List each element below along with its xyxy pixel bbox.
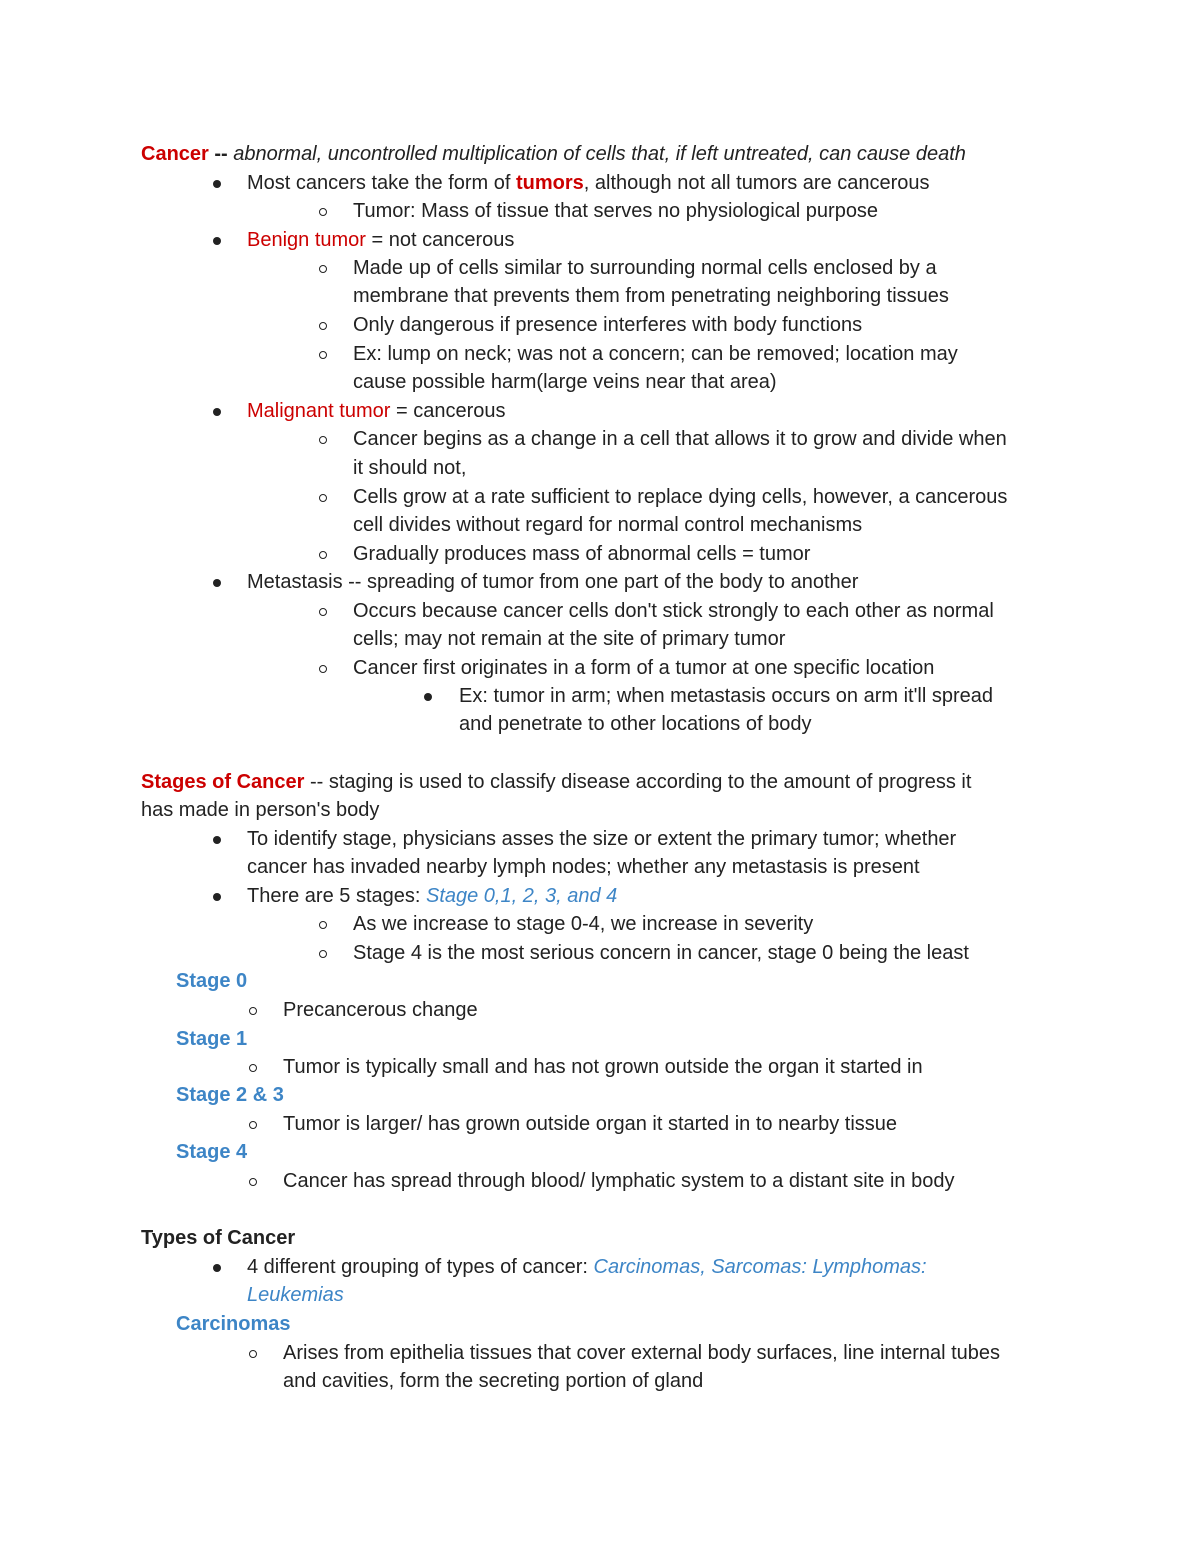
hollow-bullet-icon [319, 351, 327, 359]
hollow-bullet-icon [249, 1178, 257, 1186]
list-item: To identify stage, physicians asses the size or extent the primary tumor; whether [247, 828, 957, 850]
list-item [247, 882, 617, 910]
stage-list: Stage 0,1, 2, 3, and 4 [425, 885, 618, 907]
list-item [247, 397, 505, 425]
list-item-text: = cancerous [390, 400, 506, 422]
list-item [247, 226, 514, 254]
stages-intro: -- staging is used to classify disease according to the amount of progress it [304, 771, 972, 793]
list-item: Cells grow at a rate sufficient to replace dying cells, however, a cancerous [353, 486, 1008, 508]
list-item-continuation: it should not, [353, 457, 467, 479]
hollow-bullet-icon [249, 1121, 257, 1129]
list-item: Tumor is typically small and has not grown outside the organ it started in [283, 1056, 923, 1078]
hollow-bullet-icon [319, 608, 327, 616]
stages-heading [141, 768, 971, 796]
cancer-heading [141, 140, 966, 168]
list-item-text: There are 5 stages: [247, 885, 426, 907]
stage-4-heading: Stage 4 [176, 1141, 248, 1163]
list-item-continuation: cell divides without regard for normal control mechanisms [353, 514, 863, 536]
hollow-bullet-icon [319, 208, 327, 216]
cancer-term: Cancer [141, 143, 209, 165]
types-list-continuation: Leukemias [247, 1284, 344, 1306]
stages-term: Stages of Cancer [141, 771, 305, 793]
list-item-text: 4 different grouping of types of cancer: [247, 1256, 594, 1278]
bullet-icon [213, 836, 221, 844]
stage-1-heading: Stage 1 [176, 1028, 248, 1050]
tumors-term: tumors [516, 172, 584, 194]
list-item: Cancer has spread through blood/ lymphatic system to a distant site in body [283, 1170, 955, 1192]
list-item: Stage 4 is the most serious concern in cancer, stage 0 being the least [353, 942, 969, 964]
list-item: Only dangerous if presence interferes with body functions [353, 314, 863, 336]
types-list: Carcinomas, Sarcomas: Lymphomas: [593, 1256, 927, 1278]
hollow-bullet-icon [319, 921, 327, 929]
list-item: Ex: lump on neck; was not a concern; can be removed; location may [353, 343, 958, 365]
hollow-bullet-icon [319, 494, 327, 502]
hollow-bullet-icon [249, 1064, 257, 1072]
carcinomas-heading: Carcinomas [176, 1313, 291, 1335]
benign-tumor-term: Benign tumor [247, 229, 366, 251]
malignant-tumor-term: Malignant tumor [247, 400, 391, 422]
bullet-icon [213, 579, 221, 587]
hollow-bullet-icon [249, 1007, 257, 1015]
bullet-icon [213, 1264, 221, 1272]
list-item-continuation: cause possible harm(large veins near that area) [353, 371, 777, 393]
hollow-bullet-icon [319, 551, 327, 559]
cancer-definition: abnormal, uncontrolled multiplication of cells that, if left untreated, can cause death [233, 143, 966, 165]
bullet-icon [424, 693, 432, 701]
list-item: Metastasis -- spreading of tumor from one part of the body to another [247, 571, 859, 593]
stage-2-3-heading: Stage 2 & 3 [176, 1084, 284, 1106]
list-item: Cancer begins as a change in a cell that allows it to grow and divide when [353, 428, 1007, 450]
list-item: Made up of cells similar to surrounding normal cells enclosed by a [353, 257, 937, 279]
hollow-bullet-icon [319, 322, 327, 330]
bullet-icon [213, 237, 221, 245]
hollow-bullet-icon [319, 436, 327, 444]
list-item: Tumor is larger/ has grown outside organ it started in to nearby tissue [283, 1113, 898, 1135]
bullet-icon [213, 180, 221, 188]
list-item [247, 1253, 927, 1281]
bullet-icon [213, 408, 221, 416]
list-item-text: Most cancers take the form of [247, 172, 516, 194]
list-item-continuation: membrane that prevents them from penetrating neighboring tissues [353, 285, 949, 307]
list-item [247, 169, 930, 197]
bullet-icon [213, 893, 221, 901]
list-item-continuation: cancer has invaded nearby lymph nodes; whether any metastasis is present [247, 856, 920, 878]
list-item-continuation: and cavities, form the secreting portion of gland [283, 1370, 704, 1392]
list-item-continuation: and penetrate to other locations of body [459, 713, 812, 735]
list-item-text: , although not all tumors are cancerous [583, 172, 930, 194]
list-item: As we increase to stage 0-4, we increase in severity [353, 913, 814, 935]
cancer-sep: -- [208, 143, 234, 165]
list-item: Tumor: Mass of tissue that serves no physiological purpose [353, 200, 879, 222]
hollow-bullet-icon [249, 1350, 257, 1358]
hollow-bullet-icon [319, 950, 327, 958]
list-item: Cancer first originates in a form of a tumor at one specific location [353, 657, 935, 679]
list-item: Gradually produces mass of abnormal cells = tumor [353, 543, 811, 565]
list-item: Precancerous change [283, 999, 478, 1021]
stage-0-heading: Stage 0 [176, 970, 248, 992]
list-item: Ex: tumor in arm; when metastasis occurs on arm it'll spread [459, 685, 994, 707]
hollow-bullet-icon [319, 265, 327, 273]
list-item-continuation: cells; may not remain at the site of primary tumor [353, 628, 786, 650]
stages-intro-continuation: has made in person's body [141, 799, 380, 821]
list-item-text: = not cancerous [365, 229, 515, 251]
list-item: Occurs because cancer cells don't stick strongly to each other as normal [353, 600, 994, 622]
hollow-bullet-icon [319, 665, 327, 673]
types-heading: Types of Cancer [141, 1227, 296, 1249]
list-item: Arises from epithelia tissues that cover external body surfaces, line internal tubes [283, 1342, 1001, 1364]
